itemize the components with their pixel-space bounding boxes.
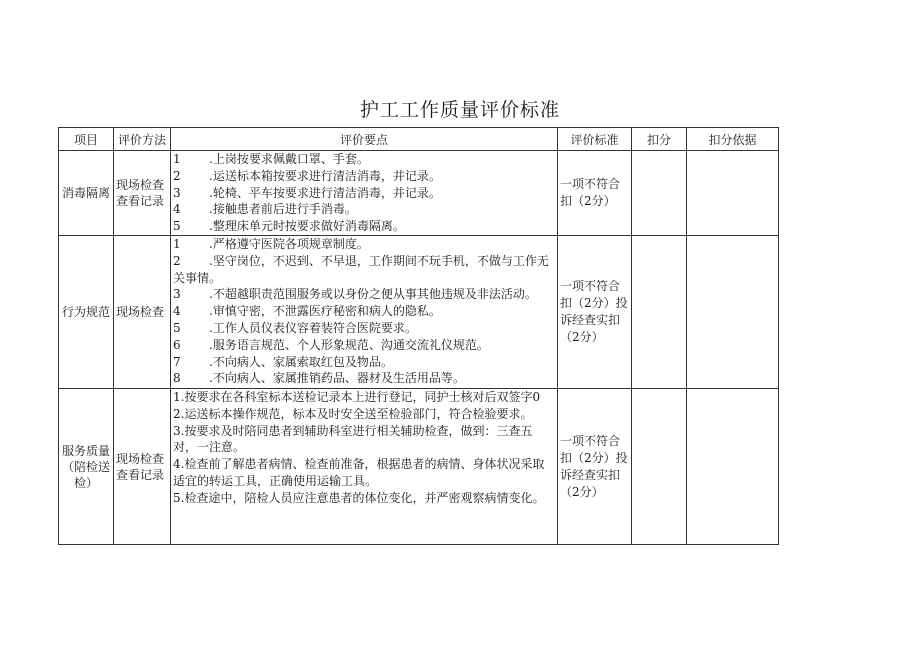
point-item: 1 .严格遵守医院各项规章制度。 <box>173 237 369 251</box>
header-item: 项目 <box>59 128 114 151</box>
row-method: 现场检查 <box>114 236 171 389</box>
table-row <box>59 236 779 389</box>
row-standard: 一项不符合扣（2分）投诉经查实扣（2分） <box>558 236 632 389</box>
row-method: 现场检查查看记录 <box>114 389 171 545</box>
row-deduct[interactable] <box>632 151 687 236</box>
row-basis[interactable] <box>687 389 779 545</box>
row-standard: 一项不符合扣（2分）投诉经查实扣（2分） <box>558 389 632 545</box>
row-method: 现场检查查看记录 <box>114 151 171 236</box>
point-item: 7 .不向病人、家属索取红包及物品。 <box>173 354 393 369</box>
point-item: 2 .运送标本箱按要求进行清洁消毒，并记录。 <box>173 168 441 183</box>
point-item: 1.按要求在各科室标本送检记录本上进行登记，同护士核对后双签字0 <box>173 390 541 404</box>
row-points <box>171 151 558 236</box>
header-method: 评价方法 <box>114 128 171 151</box>
table-row <box>59 151 779 236</box>
point-item: 3 .不超越职责范围服务或以身份之便从事其他违规及非法活动。 <box>173 287 537 302</box>
header-standard: 评价标准 <box>558 128 632 151</box>
point-item: 5.检查途中，陪检人员应注意患者的体位变化，并严密观察病情变化。 <box>173 490 545 505</box>
header-points: 评价要点 <box>171 128 558 151</box>
point-item: 6 .服务语言规范、个人形象规范、沟通交流礼仪规范。 <box>173 337 489 352</box>
evaluation-table <box>58 127 779 545</box>
point-item: 1 .上岗按要求佩戴口罩、手套。 <box>173 152 369 166</box>
header-basis: 扣分依据 <box>687 128 779 151</box>
point-item: 3.按要求及时陪同患者到辅助科室进行相关辅助检查，做到：三查五对，一注意。 <box>173 423 533 455</box>
row-points <box>171 389 558 545</box>
point-item: 4 .审慎守密，不泄露医疗秘密和病人的隐私。 <box>173 304 441 319</box>
row-basis[interactable] <box>687 236 779 389</box>
document-title: 护工工作质量评价标准 <box>359 99 560 121</box>
row-item: 消毒隔离 <box>59 151 114 236</box>
point-item: 3 .轮椅、平车按要求进行清洁消毒，并记录。 <box>173 185 441 200</box>
table-row <box>59 389 779 545</box>
header-deduct: 扣分 <box>632 128 687 151</box>
row-points <box>171 236 558 389</box>
row-deduct[interactable] <box>632 389 687 545</box>
row-item: 行为规范 <box>59 236 114 389</box>
point-item: 5 .整理床单元时按要求做好消毒隔离。 <box>173 219 405 234</box>
point-item: 4 .接触患者前后进行手消毒。 <box>173 202 357 217</box>
point-item: 4.检查前了解患者病情、检查前准备，根据患者的病情、身体状况采取适宜的转运工具，正确使用运输工具。 <box>173 457 545 488</box>
row-basis[interactable] <box>687 151 779 236</box>
table-header-row <box>59 128 779 151</box>
point-item: 8 .不向病人、家属推销药品、器材及生活用品等。 <box>173 371 465 386</box>
row-deduct[interactable] <box>632 236 687 389</box>
row-item: 服务质量（陪检送检） <box>59 389 114 545</box>
point-item: 2 .坚守岗位，不迟到、不早退，工作期间不玩手机，不做与工作无关事情。 <box>173 253 549 285</box>
point-item: 5 .工作人员仪表仪容着装符合医院要求。 <box>173 320 417 335</box>
point-item: 2.运送标本操作规范，标本及时安全送至检验部门，符合检验要求。 <box>173 406 533 421</box>
row-standard: 一项不符合扣（2分） <box>558 151 632 236</box>
